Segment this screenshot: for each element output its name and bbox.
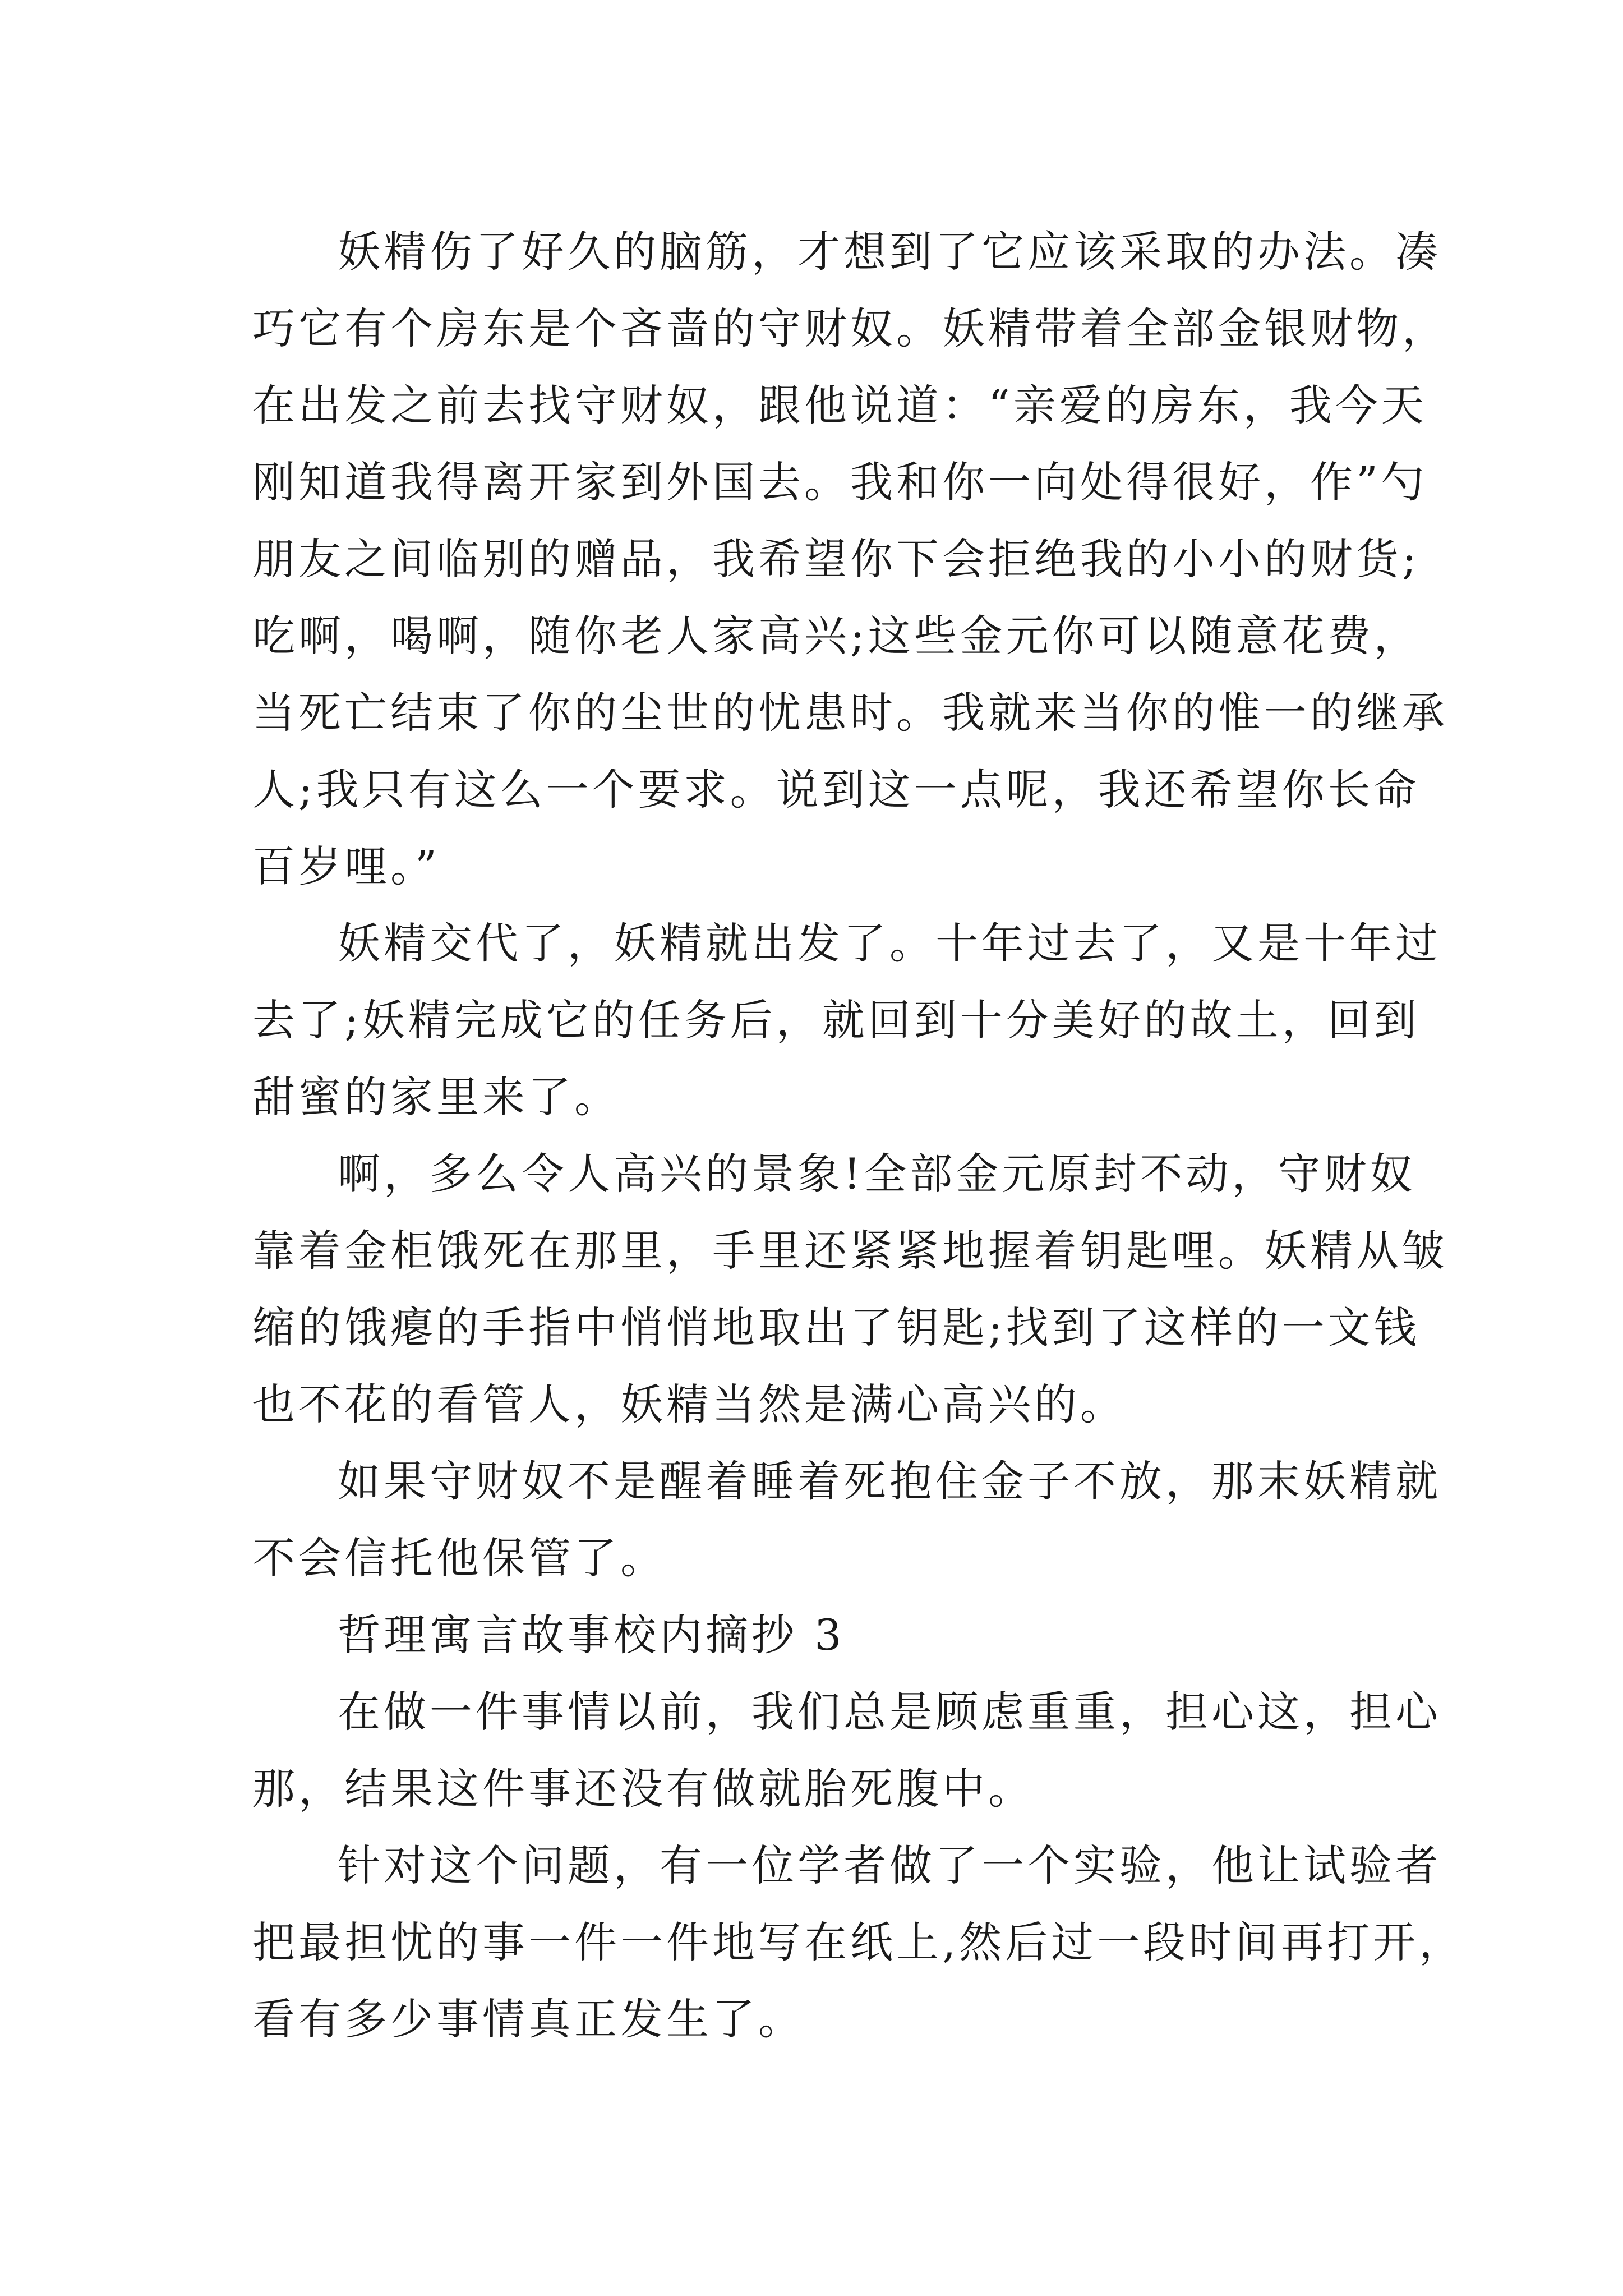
text-line: 缩的饿瘪的手指中悄悄地取出了钥匙;找到了这样的一文钱 bbox=[252, 1303, 1420, 1352]
text-line: 在做一件事情以前，我们总是顾虑重重，担心这，担心 bbox=[338, 1687, 1441, 1737]
text-line: 百岁哩。” bbox=[252, 841, 440, 891]
text-line: 吃啊，喝啊，随你老人家高兴;这些金元你可以随意花费， bbox=[252, 611, 1420, 661]
text-line: 不会信托他保管了。 bbox=[252, 1533, 666, 1583]
text-line: 去了;妖精完成它的任务后，就回到十分美好的故土，回到 bbox=[252, 995, 1420, 1045]
text-line: 当死亡结束了你的尘世的忧患时。我就来当你的惟一的继承 bbox=[252, 688, 1448, 738]
text-line: 把最担忧的事一件一件地写在纸上,然后过一段时间再打开， bbox=[252, 1917, 1465, 1967]
text-line: 针对这个问题，有一位学者做了一个实验，他让试验者 bbox=[338, 1841, 1441, 1890]
text-line: 那，结果这件事还没有做就胎死腹中。 bbox=[252, 1764, 1034, 1814]
text-line: 看有多少事情真正发生了。 bbox=[252, 1994, 804, 2044]
text-line: 在出发之前去找守财奴，跟他说道：“亲爱的房东，我今天 bbox=[252, 380, 1427, 430]
text-line: 靠着金柜饿死在那里，手里还紧紧地握着钥匙哩。妖精从皱 bbox=[252, 1226, 1448, 1276]
section-heading: 哲理寓言故事校内摘抄 3 bbox=[338, 1610, 845, 1660]
text-line: 朋友之间临别的赠品，我希望你下会拒绝我的小小的财货; bbox=[252, 534, 1420, 584]
text-line: 也不花的看管人，妖精当然是满心高兴的。 bbox=[252, 1379, 1126, 1429]
document-body bbox=[252, 213, 1465, 2058]
text-line: 刚知道我得离开家到外国去。我和你一向处得很好，作”勺 bbox=[252, 457, 1427, 507]
text-line: 人;我只有这么一个要求。说到这一点呢，我还希望你长命 bbox=[252, 765, 1420, 815]
text-line: 甜蜜的家里来了。 bbox=[252, 1072, 620, 1122]
text-line: 巧它有个房东是个吝啬的守财奴。妖精带着全部金银财物， bbox=[252, 303, 1448, 353]
text-line: 啊，多么令人高兴的景象!全部金元原封不动，守财奴 bbox=[338, 1149, 1416, 1199]
text-line: 妖精伤了好久的脑筋，才想到了它应该采取的办法。凑 bbox=[338, 227, 1441, 277]
text-line: 妖精交代了，妖精就出发了。十年过去了，又是十年过 bbox=[338, 918, 1441, 968]
text-line: 如果守财奴不是醒着睡着死抱住金子不放，那末妖精就 bbox=[338, 1456, 1441, 1506]
